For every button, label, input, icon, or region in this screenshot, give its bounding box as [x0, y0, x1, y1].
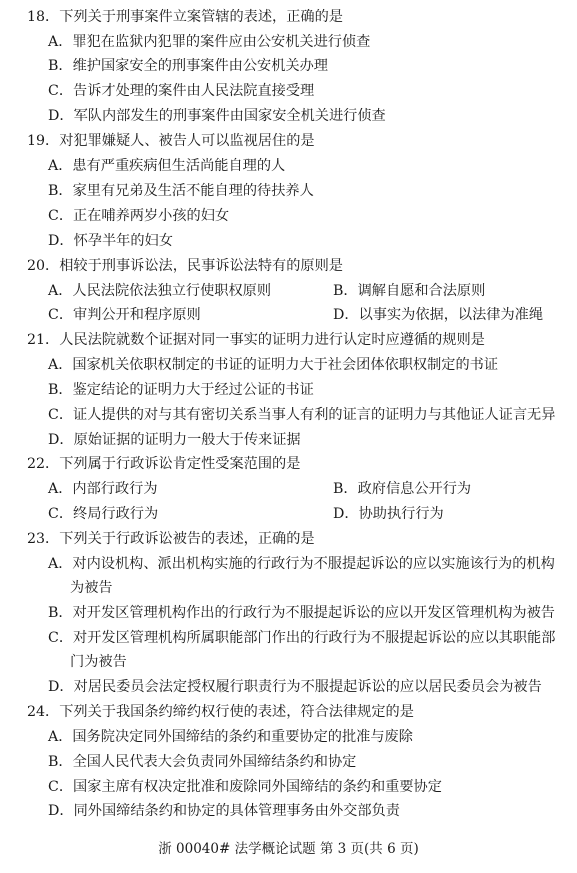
option: A．罪犯在监狱内犯罪的案件应由公安机关进行侦查 — [48, 34, 371, 50]
option: B．维护国家安全的刑事案件由公安机关办理 — [48, 58, 328, 74]
option: C．告诉才处理的案件由人民法院直接受理 — [48, 83, 315, 99]
option: A．内部行政行为 — [48, 481, 158, 497]
option: B．对开发区管理机构作出的行政行为不服提起诉讼的应以开发区管理机构为被告 — [48, 605, 555, 621]
option: B．家里有兄弟及生活不能自理的待扶养人 — [48, 183, 314, 199]
option: D．对居民委员会法定授权履行职责行为不服提起诉讼的应以居民委员会为被告 — [48, 679, 542, 695]
option: B．调解自愿和合法原则 — [333, 283, 486, 299]
option: A．患有严重疾病但生活尚能自理的人 — [48, 158, 286, 174]
option: C．证人提供的对与其有密切关系当事人有利的证言的证明力与其他证人证言无异 — [48, 407, 556, 423]
option: C．终局行政行为 — [48, 506, 159, 522]
option: C．对开发区管理机构所属职能部门作出的行政行为不服提起诉讼的应以其职能部 — [48, 630, 556, 646]
question-stem: 18．下列关于刑事案件立案管辖的表述，正确的是 — [27, 9, 343, 25]
option: A．人民法院依法独立行使职权原则 — [48, 283, 272, 299]
option-continuation: 为被告 — [70, 580, 113, 596]
option: A．国务院决定同外国缔结的条约和重要协定的批准与废除 — [48, 729, 413, 745]
question-stem: 22．下列属于行政诉讼肯定性受案范围的是 — [27, 456, 301, 472]
option: B．全国人民代表大会负责同外国缔结条约和协定 — [48, 754, 357, 770]
option: C．国家主席有权决定批准和废除同外国缔结的条约和重要协定 — [48, 779, 442, 795]
option: D．原始证据的证明力一般大于传来证据 — [48, 432, 301, 448]
question-stem: 19．对犯罪嫌疑人、被告人可以监视居住的是 — [27, 133, 315, 149]
option: D．同外国缔结条约和协定的具体管理事务由外交部负责 — [48, 803, 400, 819]
option: D．怀孕半年的妇女 — [48, 233, 173, 249]
question-stem: 20．相较于刑事诉讼法，民事诉讼法特有的原则是 — [27, 258, 343, 274]
option: C．正在哺养两岁小孩的妇女 — [48, 208, 230, 224]
option-continuation: 门为被告 — [70, 654, 127, 670]
option: A．国家机关依职权制定的书证的证明力大于社会团体依职权制定的书证 — [48, 357, 499, 373]
option: D．协助执行行为 — [333, 506, 444, 522]
option: A．对内设机构、派出机构实施的行政行为不服提起诉讼的应以实施该行为的机构 — [48, 556, 555, 572]
question-stem: 24．下列关于我国条约缔约权行使的表述，符合法律规定的是 — [27, 704, 414, 720]
option: C．审判公开和程序原则 — [48, 307, 201, 323]
option: D．军队内部发生的刑事案件由国家安全机关进行侦查 — [48, 108, 386, 124]
option: D．以事实为依据，以法律为准绳 — [333, 307, 544, 323]
question-stem: 21．人民法院就数个证据对同一事实的证明力进行认定时应遵循的规则是 — [27, 332, 485, 348]
question-stem: 23．下列关于行政诉讼被告的表述，正确的是 — [27, 531, 315, 547]
page-footer: 浙 00040# 法学概论试题 第 3 页(共 6 页) — [158, 841, 419, 857]
option: B．鉴定结论的证明力大于经过公证的书证 — [48, 382, 314, 398]
option: B．政府信息公开行为 — [333, 481, 472, 497]
